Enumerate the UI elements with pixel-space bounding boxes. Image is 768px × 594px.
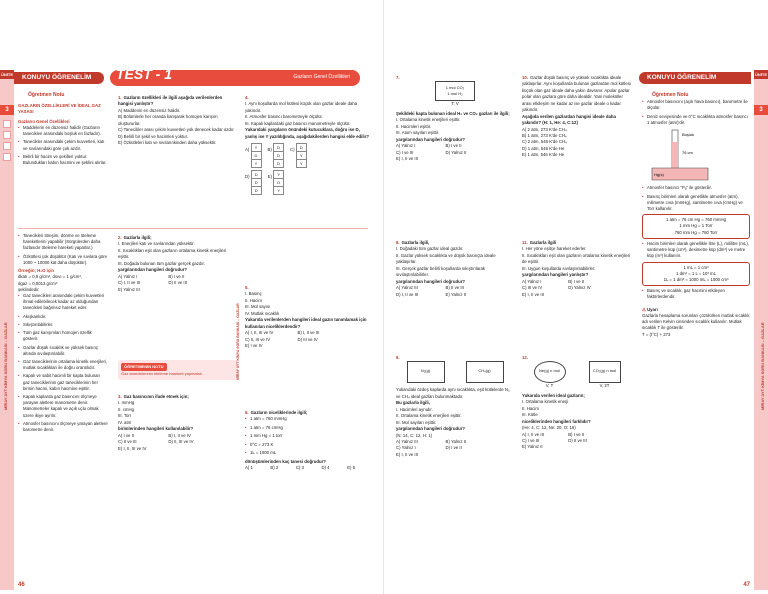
statement: III. Kapalı kaplardaki gaz basıncı manometreyle ölçülür. — [245, 120, 351, 126]
question-prompt: yargılarından hangileri yanlıştır? — [522, 272, 589, 278]
statement: • 1L = 1000 mL — [245, 450, 370, 456]
statement: III. Mol sayısı — [245, 304, 271, 310]
teacher-note-title: Öğretmen Notu — [28, 92, 65, 98]
statement: I. Basınç — [245, 291, 262, 297]
tab-square — [3, 131, 11, 139]
container-caption: V, T — [545, 383, 554, 389]
question-text: Gazlar düşük basınç ve yüksek sıcaklıkta ideale yaklaşırlar. Aynı koşullarda bulunan gazlardan mol kütlesi küçük olan gaz ideale daha yakın davranır. Apolar gazlar polar olan gazlara göre daha idealdir. Yani moleküller arası etkileşim ne kadar az ise gazlar ideale o kadar yakındır. — [522, 75, 631, 113]
statement: II. Atmosfer basıncı barometreyle ölçülür. — [245, 114, 323, 120]
volume-conversion-box — [642, 262, 750, 287]
question-number: 1. — [118, 95, 122, 100]
teacher-note-box — [118, 360, 238, 380]
note-item: • Gaz taneciklerinin ortalama kinetik enerjileri, mutlak sıcaklıkları ile doğru orantılıdır. — [18, 359, 108, 371]
statement: III. Uygun koşullarda sıvılaştırılabilirler. — [522, 265, 596, 271]
note-item: • Gazlar düşük sıcaklık ve yüksek basınç altında sıvılaştırılabilir. — [18, 345, 108, 357]
option[interactable]: D) D D D — [245, 170, 262, 195]
option[interactable]: C) I ve III — [522, 437, 540, 443]
option[interactable]: B) 2 — [270, 465, 279, 471]
option[interactable]: B) D D D — [268, 143, 285, 168]
test-title: TEST - 1 — [116, 66, 173, 82]
question-prompt: Yukarıda verilenlerden hangileri ideal gazın tanımlamak için kullanılan niceliklerdendir? — [245, 317, 367, 329]
question-number: 11. — [522, 240, 528, 245]
question-lead: Bu gazlarla ilgili, — [396, 400, 430, 406]
option[interactable]: B) I ve II — [568, 431, 585, 437]
option[interactable]: C) II, III ve IV — [245, 336, 271, 342]
conversion-line: 1 dm³ = 1 L = 10³ mL — [676, 270, 716, 276]
option[interactable]: A) I, II, III ve IV — [245, 330, 274, 336]
question-prompt: niceliklerinden hangileri farklıdır? — [522, 418, 591, 424]
option[interactable]: A) Yalnız III — [396, 285, 418, 291]
gas-container — [435, 81, 475, 101]
gas-container: CO₂(g) n mol — [589, 361, 621, 383]
option[interactable]: C) Yalnız I — [396, 445, 416, 451]
option[interactable]: A) Yalnız I — [118, 273, 138, 279]
test-subtitle: Gazların Genel Özellikleri — [293, 74, 350, 80]
note-item: • Kapalı kaplarda gaz basıncını ölçmeye yarayan aletlere manometre denir. Manometreler kapalı ve açık uçlu olmak üzere ikiye ayrılır. — [18, 394, 108, 419]
question-11 — [522, 240, 632, 298]
question-text: Gazlarla ilgili — [529, 240, 557, 245]
conversion-line: 1 mm Hg = 1 Torr — [679, 223, 713, 229]
question-2 — [118, 235, 238, 293]
learn-ribbon: KONUYU ÖĞRENELİM — [14, 72, 104, 84]
option[interactable]: E) 1 atm, 546 K'de He — [522, 152, 565, 158]
question-text: Yukarıda verilen ideal gazların; — [522, 392, 585, 398]
unit-number: 3 — [754, 105, 768, 115]
statement: • 1 atm = 760 mmHg — [245, 416, 370, 422]
question-8 — [396, 240, 514, 298]
option[interactable]: D) II ve III — [168, 280, 188, 286]
question-6 — [245, 410, 370, 472]
question-3 — [118, 360, 238, 452]
unit-label: ÜNİTE — [755, 72, 767, 77]
conversion-line: 760 mm Hg = 760 Torr — [674, 229, 718, 235]
statement: I. Ortalama kinetik enerjileri eşittir. — [396, 117, 461, 123]
note-item: • Tüm gaz karışımları homojen özellik gösterir. — [18, 330, 108, 342]
question-4 — [245, 95, 370, 195]
statement: I. Enerjileri katı ve sıvılarından yüksektir. — [118, 241, 195, 247]
question-prompt: Aşağıda verilen gazlardan hangisi ideale daha yakındır? (H: 1, He: 4, C:12) — [522, 113, 616, 126]
right-page — [384, 0, 768, 594]
question-number: 10. — [522, 75, 528, 80]
option[interactable]: D) 4 — [321, 465, 330, 471]
option[interactable]: D) Belirli bir şekil ve hacimleri yoktur. — [118, 133, 188, 139]
statement: III. Kütle — [522, 412, 538, 418]
option[interactable]: C) II ve III — [118, 439, 137, 445]
question-prompt: birimlerinden hangileri kullanılabilir? — [118, 426, 194, 432]
option[interactable]: E) I, II, III ve IV — [118, 445, 147, 451]
question-text: Yukarıdaki özdeş kaplarda aynı sıcaklıkta, eşit kütlelerde N₂ ve CH₄ ideal gazları bulunmaktadır. — [396, 387, 510, 399]
note-item: • Atmosfer basıncını ölçmeye yarayan aletlere barometre denir. — [18, 421, 108, 433]
option[interactable]: A) I, II ve III — [522, 431, 544, 437]
option[interactable]: B) I, II ve IV — [168, 432, 191, 438]
statement: II. Gazlar yüksek sıcaklıkta ve düşük basınçta ideale yaklaşırlar. — [396, 252, 496, 265]
statement: IV. Mutlak sıcaklık — [245, 310, 280, 316]
note-item: • Sıkıştırılabilirler. — [18, 322, 108, 328]
question-prompt: yargılarından hangileri doğrudur? — [396, 426, 465, 432]
option[interactable]: E) I, II ve III — [396, 155, 418, 161]
statement: II. Hacim — [245, 297, 262, 303]
question-prompt: yargılarından hangileri doğrudur? — [396, 278, 465, 284]
option[interactable]: A) Y D Y — [245, 143, 262, 168]
question-number: 5. — [245, 285, 249, 290]
note-item: • Basınç ve sıcaklık, gaz hacmini etkileyen faktörlerdendir. — [642, 288, 750, 300]
option[interactable]: A) Maddenin en düzensiz halidir. — [118, 107, 181, 113]
note-item: • Tanecikleri titreşim, dönme ve öteleme hareketlerini yapabilir (Sürgülerden daha fazlasıdır öteleme hareketi yaparlar.) — [18, 233, 108, 252]
option[interactable]: E) Yalnız II — [522, 444, 543, 450]
warning-text: Gazlarla hesaplama sorunları çözülürken mutlak sıcaklık adı verilen Kelvin cinsinden sıcaklık kullanılır. Mutlak sıcaklık T ile gösterilir. — [642, 312, 750, 331]
gas-container: N₂(g) — [407, 361, 445, 383]
tab-square — [3, 142, 11, 150]
vertical-book-title: MİRAY AYT KİMYA SORU BANKASI – GAZLAR — [3, 322, 8, 410]
statement: II. Ortalama kinetik enerjileri eşittir. — [396, 413, 462, 419]
question-12 — [522, 355, 632, 451]
question-number: 7. — [396, 75, 400, 80]
statement: II. Hacimleri eşittir. — [396, 123, 432, 129]
question-number: 2. — [118, 235, 122, 240]
note-item: • Hacim birimleri olarak genellikle litre (L), mililitre (mL), santimetre küp (cm³), desimetre küp (dm³) ve metre küp (m³) kullanılır. — [642, 241, 750, 260]
statement: III. Doğada bulunan tüm gazlar gerçek gazdır. — [118, 260, 205, 266]
tab-square — [3, 153, 11, 161]
option[interactable]: D) 1 atm, 546 K'de He — [522, 145, 565, 151]
option[interactable]: A) I ve II — [118, 432, 134, 438]
unit-number: 3 — [0, 105, 14, 115]
note-item: • Deniz seviyesinde ve 0°C sıcaklıkta atmosfer basıncı 1 atmosfer (atm)'dir. — [642, 114, 750, 126]
barometer-label: Hg(s) — [654, 172, 664, 178]
note-item: • Maddelerin en düzensiz halidir (Gazların tanecikleri arasındaki boşluk en fazladır). — [18, 125, 108, 137]
density-line: dkatı = 0,9 g/cm³, dsıvı = 1 g/cm³, — [18, 274, 83, 280]
section-subtitle: Gazların Genel Özellikleri — [18, 118, 70, 124]
question-1 — [118, 95, 238, 147]
statement: • 0°C = 273 K — [245, 442, 370, 448]
page-number: 47 — [743, 582, 750, 588]
question-prompt: Yukarıdaki yargıların önündeki kutucuklara, doğru ise D, yanlış ise Y yazıldığında, aşağıdakilerden hangisi elde edilir? — [245, 127, 370, 139]
question-number: 9. — [396, 355, 400, 360]
option[interactable]: C) I ve III — [396, 149, 414, 155]
option[interactable]: E) Yalnız III — [118, 286, 140, 292]
option[interactable]: A) 2 atm, 273 K'de CH₄ — [522, 126, 567, 132]
option[interactable]: C) Tanecikler arası çekim kuvvetleri yok denecek kadar azdır. — [118, 127, 235, 133]
test-header — [110, 66, 360, 86]
teacher-note-column — [642, 92, 750, 338]
page-number: 46 — [18, 582, 25, 588]
statement: II. Sıcaklıkları eşit olan gazların ortalama kinetik enerjileri eşittir. — [118, 247, 227, 260]
conversion-line: 1L = 1 dm³ = 1000 mL = 1000 cm³ — [663, 276, 729, 282]
note-item: • Atmosfer basıncını (açık hava basıncı), barometre ile ölçülür. — [642, 99, 750, 111]
note-item: • Basınç birimleri olarak genellikle atmosfer (atm), milimetre cıva (mmHg), santimetre cıva (cmHg) ve Torr kullanılır. — [642, 194, 750, 213]
question-number: 12. — [522, 355, 528, 360]
barometer-label: Boşluk — [682, 132, 695, 138]
note-item: • Akışkanlıdır. — [18, 314, 108, 320]
gas-container: Ne(g) n mol — [534, 361, 566, 383]
example-label: Örneğin; H₂O için — [18, 268, 55, 274]
question-text: Şekildeki kapta bulunan ideal H₂ ve CO₂ gazları ile ilgili; — [396, 110, 510, 116]
unit-label: ÜNİTE — [1, 72, 13, 77]
tab-square — [3, 120, 11, 128]
container-label: 1 mol CO₂ — [445, 85, 465, 91]
option[interactable]: A) Yalnız I — [522, 278, 542, 284]
center-vertical-title: MİRAY AYT KİMYA SORU BANKASI – GAZLAR — [236, 303, 240, 380]
question-text: Gazlarla ilgili; — [123, 235, 152, 240]
teacher-note-text: Gaz taneciklerinin öteleme hareketi yapmaları — [121, 371, 203, 376]
question-prompt: yargılarından hangileri doğrudur? — [396, 136, 465, 142]
option[interactable]: E) Y D Y — [268, 170, 285, 195]
truefalse-options-2 — [245, 170, 370, 195]
note-item: • Atmosfer basıncı "Pₐ" ile gösterilir. — [642, 185, 750, 191]
container-caption: V, 2T — [599, 383, 610, 389]
question-number: 8. — [396, 240, 400, 245]
statement: II. cmHg — [118, 406, 134, 412]
barometer-label: 76 cm — [682, 150, 693, 156]
pressure-conversion-box — [642, 214, 750, 239]
atomic-masses: (N: 14, C: 12, H: 1) — [396, 432, 433, 438]
option[interactable]: D) Yalnız II — [445, 149, 467, 155]
note-item: • Tanecikler arasındaki çekim kuvvetleri, katı ve sıvılarındaki göre çok azdır. — [18, 139, 108, 151]
divider — [18, 228, 368, 229]
option[interactable]: D) Yalnız IV — [568, 285, 591, 291]
question-text: Gaz basıncının ifade etmek için; — [123, 394, 189, 399]
option[interactable]: B) I ve II — [168, 273, 185, 279]
option[interactable]: D) I, II ve III — [396, 291, 419, 297]
statement: I. Her yöne eşitçe hareket ederler. — [522, 246, 587, 252]
conversion-line: 1 atm = 76 cm Hg = 760 mmHg — [666, 217, 726, 223]
teacher-note-title: Öğretmen Notu — [652, 92, 689, 98]
statement: I. Aynı koşullarda mol kütlesi küçük olan gazlar ideale daha yakındır. — [245, 101, 358, 113]
note-item: • Özkütlesi çok düşüktür (Katı ve sıvılara göre 1000 ~ 10000 kat daha düşüktür). — [18, 254, 108, 266]
question-10 — [522, 75, 632, 159]
question-5 — [245, 285, 370, 349]
statement: II. Hacim — [522, 405, 539, 411]
question-text: Gazlarla ilgili, — [401, 240, 430, 245]
option[interactable]: D) II, III ve IV — [168, 439, 194, 445]
option[interactable]: A) Yalnız III — [396, 438, 418, 444]
truefalse-options — [245, 143, 370, 168]
option[interactable]: B) 1 atm, 273 K'de CH₄ — [522, 132, 567, 138]
option[interactable]: C) D Y Y — [290, 143, 307, 168]
question-prompt: yargılarından hangileri doğrudur? — [118, 267, 187, 273]
statement: III. Atom sayıları eşittir. — [396, 130, 440, 136]
note-item: • Kapalı ve sabit hacimli bir kapta bulunan gaz taneciklerinin gaz taneciklerinin her birinin hacmi, kabın hacmine eşittir. — [18, 373, 108, 392]
option[interactable]: C) I, II ve III — [118, 280, 141, 286]
section-title: GAZLARIN ÖZELLİKLERİ VE İDEAL GAZ YASASI — [18, 103, 101, 115]
question-text: Gazların özellikleri ile ilgili aşağıda verilenlerden hangisi yanlıştır? — [118, 95, 223, 107]
question-9 — [396, 355, 514, 458]
warning-formula: T = (t°C) + 273 — [642, 331, 671, 337]
gas-container: CH₄(g) — [466, 361, 504, 383]
question-prompt: dönüşümlerinden kaç tanesi doğrudur? — [245, 458, 326, 464]
option[interactable]: E) Yalnız II — [445, 291, 467, 297]
statement: • 1 atm = 76 cmHg — [245, 425, 370, 431]
question-number: 6. — [245, 410, 249, 415]
atomic-masses: (He: 4, C: 12, Ne: 20, O: 16) — [522, 425, 576, 431]
statement: I. mmHg — [118, 400, 135, 406]
option[interactable]: B) I ve II — [568, 278, 585, 284]
question-7 — [396, 75, 514, 162]
teacher-note-column-2 — [18, 233, 108, 435]
teacher-note-column — [18, 92, 108, 168]
statement: III. Torr — [118, 413, 132, 419]
option[interactable]: B) I, II ve III — [297, 330, 320, 336]
statement: IV. atm — [118, 419, 132, 425]
option[interactable]: C) III ve IV — [522, 285, 543, 291]
option[interactable]: E) I, II ve III — [396, 451, 418, 457]
barometer-diagram — [642, 128, 732, 183]
option[interactable]: A) 1 — [245, 465, 253, 471]
option[interactable]: E) Özkütleleri katı ve sıvılarınkinden daha yüksektir. — [118, 140, 217, 146]
option[interactable]: B) I ve II — [445, 143, 462, 149]
statement: • 1 mm Hg = 1 torr — [245, 433, 370, 439]
density-line: dgaz = 0,0013 g/cm³ — [18, 280, 58, 286]
learn-ribbon: KONUYU ÖĞRENELİM — [639, 72, 751, 84]
vertical-book-title: MİRAY AYT KİMYA SORU BANKASI – GAZLAR — [760, 322, 765, 410]
option[interactable]: B) Yalnız II — [445, 438, 467, 444]
statement: III. Mol sayıları eşittir. — [396, 419, 437, 425]
option[interactable]: E) I ve IV — [245, 342, 263, 348]
conversion-line: 1 mL = 1 cm³ — [683, 264, 709, 270]
option[interactable]: E) I, II ve III — [522, 291, 544, 297]
statement: III. Gerçek gazlar belirli koşullarda sıkıştırılarak sıvılaştırılabilirler. — [396, 265, 486, 278]
option[interactable]: C) 2 atm, 546 K'de CH₄ — [522, 139, 567, 145]
option[interactable]: E) 5 — [347, 465, 355, 471]
option[interactable]: C) 3 — [295, 465, 304, 471]
question-text: Gazların niceliklerinde ilgili; — [250, 410, 308, 415]
option[interactable]: B) Bölümlerle her oranda karışarak homojen karışım oluştururlar. — [118, 114, 218, 126]
option[interactable]: D) II ve III — [568, 437, 587, 443]
statement: I. Doğadaki tüm gazlar ideal gazdır. — [396, 246, 464, 252]
statement: II. Sıcaklıkları eşit olan gazların ortalama kinetik enerjileri de eşittir. — [522, 252, 631, 265]
statement: I. Ortalama kinetik enerji — [522, 399, 569, 405]
option[interactable]: D) I ve II — [445, 445, 462, 451]
density-line: şeklindedir. — [18, 286, 40, 292]
teacher-note-tag: ÖĞRETMENİN NOTU — [121, 363, 167, 371]
question-number: 3. — [118, 394, 122, 399]
container-caption: T, V — [451, 101, 459, 107]
statement: I. Hacimleri aynıdır. — [396, 406, 433, 412]
option[interactable]: D) III ve IV — [297, 336, 318, 342]
question-number: 4. — [245, 95, 249, 100]
container-label: 1 mol H₂ — [447, 91, 463, 97]
note-item: • Belirli bir hacim ve şekilleri yoktur. Bulundukları kabın hacmini ve şeklini alırlar. — [18, 154, 108, 166]
option[interactable]: A) Yalnız I — [396, 143, 416, 149]
warning-title: Uyarı — [647, 306, 658, 312]
note-item: • Gaz tanecikleri arasındaki çekim kuvvetleri ihmal edilebilecek kadar az olduğundan tanecikleri bağımsız hareket eder. — [18, 293, 108, 312]
option[interactable]: B) II ve III — [445, 285, 464, 291]
warning-icon: ⚠ — [642, 306, 646, 312]
